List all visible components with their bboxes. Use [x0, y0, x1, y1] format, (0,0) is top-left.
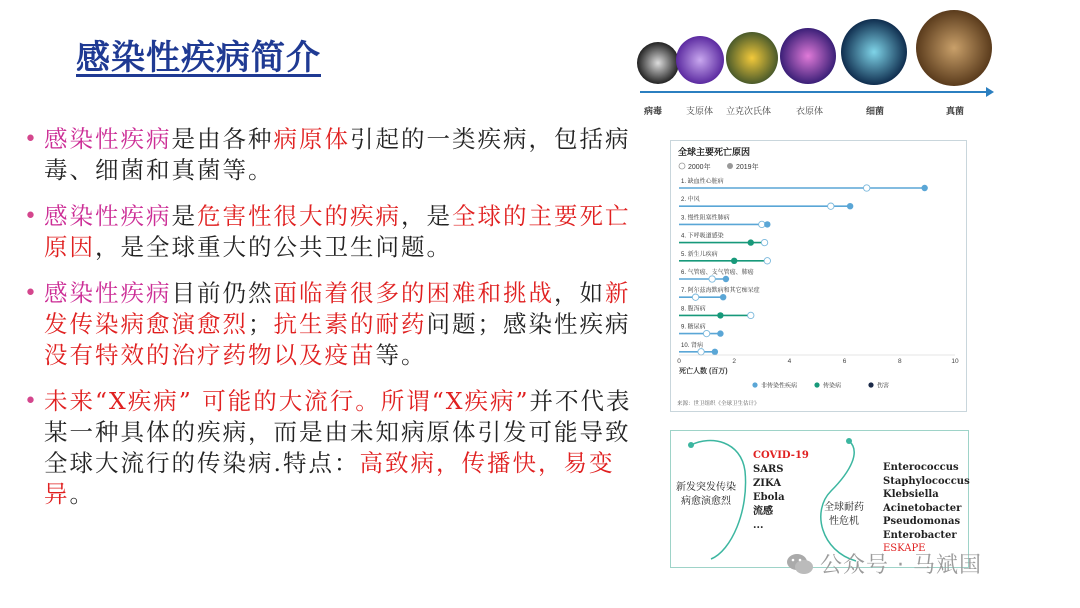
- point-2000: [709, 276, 715, 282]
- point-2000: [863, 185, 869, 191]
- emerging-item: 流感: [753, 506, 773, 517]
- bullet-text-segment: 并不代表某一种具体的疾病，而是由未知病原体引发可能导致全球大流行的传染病.特点：: [44, 387, 632, 477]
- resistant-item: ESKAPE: [883, 543, 926, 554]
- point-2000: [759, 221, 765, 227]
- point-2000: [692, 294, 698, 300]
- emerging-item: COVID-19: [753, 450, 809, 461]
- watermark: [786, 548, 982, 579]
- category-label: 9. 糖尿病: [681, 324, 706, 331]
- bullet-text-segment: 感染性疾病: [44, 279, 172, 307]
- bullet-text-segment: 是由各种: [171, 125, 274, 153]
- resistant-item: Enterococcus: [883, 462, 959, 473]
- bacteria-image: [841, 19, 907, 85]
- emerging-item: Ebola: [753, 492, 785, 503]
- label-mycoplasma: 支原体: [686, 107, 714, 117]
- bullet-text-segment: 等。: [375, 341, 427, 369]
- chart-title: 全球主要死亡原因: [678, 147, 751, 157]
- point-2019: [731, 258, 737, 264]
- pathogen-labels: [634, 104, 998, 120]
- bullet-text-segment: 感染性疾病: [44, 202, 172, 230]
- evolution-arrow-head: [986, 87, 994, 97]
- wechat-icon: [786, 553, 814, 575]
- category-label: 5. 新生儿疾病: [681, 251, 718, 258]
- x-tick-label: 10: [951, 358, 959, 365]
- point-2000: [828, 203, 834, 209]
- bullet-dot: •: [24, 204, 39, 229]
- resistant-item: Enterobacter: [883, 529, 957, 541]
- emerging-item: SARS: [753, 464, 784, 475]
- resistant-item: Pseudomonas: [883, 516, 961, 527]
- point-2019: [712, 349, 718, 355]
- category-legend-label: 非传染性疾病: [761, 383, 798, 390]
- point-2000: [761, 239, 767, 245]
- category-label: 8. 腹泻病: [681, 306, 706, 313]
- bullet-text-segment: 高致病，传播快，易变异: [44, 449, 615, 508]
- category-legend-marker: [814, 382, 819, 387]
- bullet-text-segment: 病原体: [273, 125, 350, 153]
- category-label: 10. 肾病: [681, 342, 704, 349]
- label-rickettsia: 立克次氏体: [726, 107, 772, 117]
- bullet-4: [22, 386, 632, 510]
- bullet-2: [22, 201, 632, 263]
- chart-source: 来源：世卫组织《全球卫生估计》: [677, 401, 760, 407]
- category-label: 3. 慢性阻塞性肺病: [681, 215, 730, 222]
- bullet-text-segment: 全球的主要死亡原因: [44, 202, 631, 261]
- resistant-list: [883, 461, 970, 556]
- label-bacteria: 细菌: [866, 107, 885, 117]
- point-2000: [748, 312, 754, 318]
- left-curve-dot: [688, 442, 694, 448]
- legend-2019-label: 2019年: [736, 164, 759, 171]
- x-tick-label: 0: [677, 358, 681, 365]
- point-2019: [764, 221, 770, 227]
- chlamydia-image: [780, 28, 836, 84]
- point-2019: [717, 330, 723, 336]
- fungi-image: [916, 10, 992, 86]
- x-tick-label: 4: [787, 358, 792, 365]
- emerging-item: ZIKA: [753, 478, 782, 489]
- legend-2019-marker: [727, 163, 733, 169]
- right-curve-dot: [846, 438, 852, 444]
- pathogen-images: [634, 8, 998, 118]
- mycoplasma-image: [676, 36, 724, 84]
- resistant-item: Staphylococcus: [883, 475, 970, 487]
- point-2000: [764, 258, 770, 264]
- emerging-disease-label: 新发突发传染病愈演愈烈: [676, 482, 736, 507]
- x-tick-label: 2: [732, 358, 737, 365]
- emerging-disease-list: [753, 449, 809, 533]
- category-label: 7. 阿尔兹海默病和其它痴呆症: [681, 288, 760, 295]
- category-legend-marker: [752, 382, 757, 387]
- legend-2000-marker: [679, 163, 685, 169]
- bullet-text-segment: 新发传染病愈演愈烈: [44, 279, 631, 338]
- point-2019: [723, 276, 729, 282]
- point-2019: [748, 239, 754, 245]
- bullet-text-segment: 未来“X疾病” 可能的大流行。所谓“X疾病”: [44, 387, 530, 415]
- point-2019: [847, 203, 853, 209]
- category-label: 1. 缺血性心脏病: [681, 179, 724, 185]
- category-legend-label: 伤害: [877, 383, 890, 390]
- bullet-text-segment: 问题；感染性疾病: [426, 310, 631, 338]
- bullet-3: [22, 278, 632, 371]
- bullet-text-segment: ，是: [401, 202, 452, 230]
- label-chlamydia: 衣原体: [796, 107, 824, 117]
- x-tick-label: 6: [842, 358, 847, 365]
- bullet-text-segment: 抗生素的耐药: [273, 310, 427, 338]
- bullet-text-segment: ，是全球重大的公共卫生问题。: [95, 233, 452, 261]
- category-label: 4. 下呼吸道感染: [681, 233, 724, 240]
- legend-2000-label: 2000年: [688, 164, 711, 171]
- bullet-text-segment: 面临着很多的困难和挑战: [273, 279, 554, 307]
- point-2019: [921, 185, 927, 191]
- death-cause-chart-svg: [671, 141, 968, 413]
- label-fungi: 真菌: [946, 107, 965, 117]
- point-2019: [720, 294, 726, 300]
- bullet-dot: •: [24, 389, 39, 414]
- bullet-text-segment: 危害性很大的疾病: [197, 202, 401, 230]
- resistant-item: Klebsiella: [883, 489, 939, 500]
- bullet-text-segment: 引起的一类疾病，包括病毒、细菌和真菌等。: [44, 125, 631, 184]
- bullet-text-segment: 没有特效的治疗药物以及疫苗: [44, 341, 376, 369]
- category-legend-marker: [868, 382, 873, 387]
- watermark-text: 公众号 · 马斌国: [820, 553, 982, 578]
- resistant-item: Acinetobacter: [883, 502, 962, 514]
- resistance-label: 全球耐药性危机: [824, 502, 864, 527]
- pathogen-strip: [634, 8, 998, 118]
- point-2000: [703, 330, 709, 336]
- x-tick-label: 8: [897, 358, 902, 365]
- bullet-1: [22, 124, 632, 186]
- category-label: 6. 气管癌、支气管癌、肺癌: [681, 270, 754, 276]
- bullet-dot: •: [24, 127, 39, 152]
- rickettsia-image: [726, 32, 778, 84]
- emerging-item: ...: [753, 520, 764, 531]
- bullet-text-segment: 。: [69, 480, 95, 508]
- bullet-dot: •: [24, 281, 39, 306]
- virus-image: [637, 42, 679, 84]
- point-2019: [717, 312, 723, 318]
- bullet-text-segment: ；: [248, 310, 274, 338]
- death-cause-chart: [670, 140, 967, 412]
- bullet-list: [22, 124, 632, 525]
- page-title: 感染性疾病简介: [76, 38, 321, 78]
- x-axis-label: 死亡人数 (百万): [679, 368, 728, 375]
- category-legend-label: 传染病: [823, 383, 842, 390]
- point-2000: [698, 349, 704, 355]
- bullet-text-segment: 感染性疾病: [44, 125, 172, 153]
- label-virus: 病毒: [644, 107, 663, 117]
- bullet-text-segment: ，如: [554, 279, 605, 307]
- bullet-text-segment: 是: [171, 202, 197, 230]
- bullet-text-segment: 目前仍然: [171, 279, 274, 307]
- category-label: 2. 中风: [681, 197, 700, 204]
